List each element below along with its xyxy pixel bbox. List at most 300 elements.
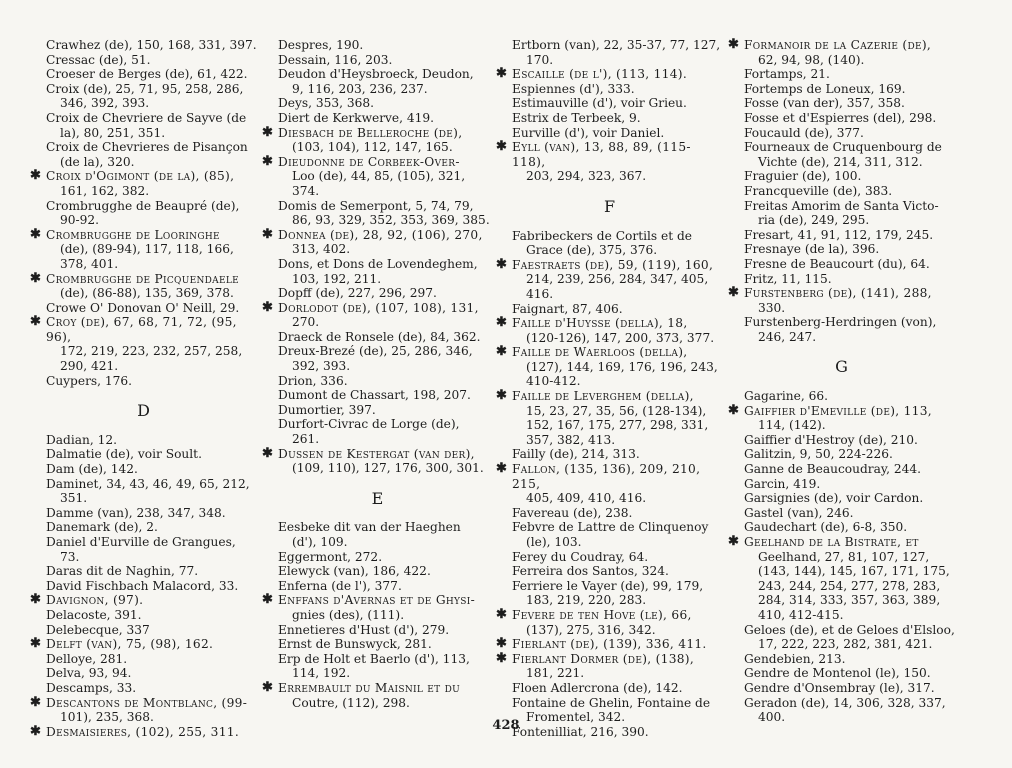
asterisk-icon: ✱ — [728, 37, 739, 52]
entry-name: Fierlant (de), (139), 336, 411. — [512, 637, 707, 652]
entry-name: Geelhand de la Bistrate, et — [744, 535, 919, 549]
asterisk-icon: ✱ — [262, 124, 273, 140]
index-entry — [30, 315, 258, 373]
entry-name: Faille d'Huysse (della), 18, — [512, 316, 688, 331]
entry-name: Estimauville (d'), voir Grieu. — [512, 96, 687, 111]
entry-continuation: 86, 93, 329, 352, 353, 369, 385. — [292, 213, 490, 228]
entry-name: Gaudechart (de), 6-8, 350. — [744, 520, 908, 535]
index-entry — [728, 404, 956, 433]
asterisk-icon: ✱ — [30, 226, 41, 242]
index-entry — [728, 506, 956, 521]
index-entry — [262, 579, 494, 594]
entry-name: Geradon (de), 14, 306, 328, 337, — [744, 695, 946, 710]
entry-continuation: 73. — [60, 549, 80, 564]
index-entry — [728, 286, 956, 315]
asterisk-icon: ✱ — [496, 636, 507, 652]
index-entry — [496, 345, 724, 389]
index-entry — [728, 184, 956, 199]
index-entry — [262, 330, 494, 345]
index-entry — [262, 403, 494, 418]
entry-continuation: 246, 247. — [758, 329, 817, 344]
index-entry — [262, 199, 494, 228]
entry-name: Diesbach de Belleroche (de), — [278, 125, 463, 140]
entry-name: Espiennes (d'), 333. — [512, 81, 635, 96]
entry-name: Ferriere le Vayer (de), 99, 179, — [512, 578, 704, 593]
entry-continuation: 261. — [292, 432, 320, 447]
index-entry — [728, 199, 956, 228]
entry-name: Galitzin, 9, 50, 224-226. — [744, 447, 893, 462]
index-column-2 — [262, 38, 494, 710]
index-entry — [30, 301, 258, 316]
entry-continuation: 101), 235, 368. — [60, 710, 154, 725]
entry-name: Cressac (de), 51. — [46, 52, 151, 67]
entry-name: Dopff (de), 227, 296, 297. — [278, 286, 437, 301]
entry-continuation: 9, 116, 203, 236, 237. — [292, 81, 428, 96]
index-entry — [262, 286, 494, 301]
entry-name: Ernst de Bunswyck, 281. — [278, 637, 432, 652]
asterisk-icon: ✱ — [496, 66, 507, 82]
entry-name: Fierlant Dormer (de), (138), — [512, 651, 695, 666]
entry-name: Dumortier, 397. — [278, 402, 376, 417]
asterisk-icon: ✱ — [496, 344, 507, 360]
entry-continuation: (de la), 320. — [60, 154, 135, 169]
index-entry — [30, 579, 258, 594]
asterisk-icon: ✱ — [496, 256, 507, 272]
index-entry — [728, 462, 956, 477]
entry-name: Croix de Chevriere de Sayve (de — [46, 110, 247, 125]
index-column-4 — [728, 38, 956, 725]
entry-name: Furstenberg-Herdringen (von), — [744, 315, 937, 330]
entry-name: Delft (van), 75, (98), 162. — [46, 637, 214, 652]
entry-name: Donnea (de), 28, 92, (106), 270, — [278, 227, 483, 242]
index-entry — [30, 433, 258, 448]
index-entry — [496, 447, 724, 462]
entry-name: Favereau (de), 238. — [512, 505, 633, 520]
entry-continuation: 351. — [60, 491, 88, 506]
index-entry — [728, 535, 956, 623]
index-entry — [496, 579, 724, 608]
index-entry — [496, 67, 724, 82]
index-entry — [262, 623, 494, 638]
index-entry — [30, 169, 258, 198]
entry-name: Faestraets (de), 59, (119), 160, — [512, 257, 714, 272]
entry-continuation: (de), (89-94), 117, 118, 166, 378, 401. — [60, 242, 234, 271]
index-entry — [30, 637, 258, 652]
entry-name: Fraguier (de), 100. — [744, 169, 862, 184]
entry-name: Daniel d'Eurville de Grangues, — [46, 535, 236, 549]
index-entry — [262, 228, 494, 257]
index-entry — [262, 374, 494, 389]
entry-name: Furstenberg (de), (141), 288, — [744, 286, 932, 301]
entry-name: Geloes (de), et de Geloes d'Elsloo, — [744, 622, 955, 637]
entry-name: Fontaine de Ghelin, Fontaine de — [512, 695, 711, 710]
entry-continuation: (137), 275, 316, 342. — [526, 622, 656, 637]
entry-name: Ferreira dos Santos, 324. — [512, 564, 669, 579]
index-entry — [262, 593, 494, 622]
index-entry — [496, 637, 724, 652]
asterisk-icon: ✱ — [496, 388, 507, 404]
entry-continuation: 330. — [758, 300, 786, 315]
index-entry — [728, 315, 956, 344]
entry-continuation: (d'), 109. — [292, 535, 348, 549]
index-entry — [728, 491, 956, 506]
index-entry — [496, 389, 724, 447]
entry-continuation: 400. — [758, 710, 786, 725]
index-entry — [496, 82, 724, 97]
entry-name: Errembault du Maisnil et du — [278, 680, 461, 695]
entry-name: Elewyck (van), 186, 422. — [278, 564, 431, 579]
index-entry — [30, 53, 258, 68]
entry-continuation: 214, 239, 256, 284, 347, 405, 416. — [526, 272, 709, 301]
entry-continuation: 392, 393. — [292, 359, 351, 374]
entry-continuation: Vichte (de), 214, 311, 312. — [758, 154, 923, 169]
asterisk-icon: ✱ — [30, 314, 41, 330]
index-entry — [728, 111, 956, 126]
entry-name: Garcin, 419. — [744, 476, 821, 491]
entry-name: Crombrugghe de Looringhe — [46, 227, 220, 242]
index-entry — [496, 38, 724, 67]
entry-name: Dorlodot (de), (107, 108), 131, — [278, 300, 479, 315]
index-entry — [30, 666, 258, 681]
asterisk-icon: ✱ — [30, 592, 41, 608]
entry-continuation: 170. — [526, 52, 554, 67]
entry-continuation: (127), 144, 169, 176, 196, 243, 410-412. — [526, 359, 718, 389]
asterisk-icon: ✱ — [496, 461, 507, 477]
index-entry — [496, 550, 724, 565]
entry-name: Fresart, 41, 91, 112, 179, 245. — [744, 227, 934, 242]
index-entry — [30, 520, 258, 535]
index-entry — [728, 228, 956, 243]
entry-name: Fallon, (135, 136), 209, 210, 215, — [512, 462, 701, 491]
entry-continuation: la), 80, 251, 351. — [60, 125, 166, 140]
entry-name: Enferna (de l'), 377. — [278, 578, 402, 593]
index-entry — [728, 666, 956, 681]
index-entry — [262, 301, 494, 330]
entry-continuation: 161, 162, 382. — [60, 183, 150, 198]
index-entry — [496, 302, 724, 317]
entry-name: Descamps, 33. — [46, 680, 137, 695]
entry-name: Diert de Kerkwerve, 419. — [278, 110, 435, 125]
index-entry — [30, 38, 258, 53]
index-entry — [262, 155, 494, 199]
index-entry — [496, 316, 724, 345]
entry-name: Gendebien, 213. — [744, 651, 846, 666]
index-entry — [728, 140, 956, 169]
index-entry — [496, 140, 724, 184]
entry-name: Fortamps, 21. — [744, 67, 830, 82]
entry-name: Faille de Waerloos (della), — [512, 345, 688, 360]
entry-name: Delebecque, 337 — [46, 622, 150, 637]
entry-name: Francqueville (de), 383. — [744, 183, 893, 198]
entry-name: Deudon d'Heysbroeck, Deudon, — [278, 67, 474, 82]
entry-name: Croy (de), 67, 68, 71, 72, (95, 96), — [46, 315, 237, 344]
entry-name: Danemark (de), 2. — [46, 520, 158, 535]
index-entry — [30, 506, 258, 521]
asterisk-icon: ✱ — [496, 650, 507, 666]
asterisk-icon: ✱ — [728, 402, 739, 418]
index-entry — [262, 417, 494, 446]
entry-name: Estrix de Terbeek, 9. — [512, 110, 641, 125]
entry-continuation: (103, 104), 112, 147, 165. — [292, 140, 453, 155]
entry-continuation: 313, 402. — [292, 242, 351, 257]
entry-continuation: Geelhand, 27, 81, 107, 127, (143, 144), 145, 167, 171, 175, 243, 244, 254, 277, 278, 283, 284, 314, 333, 357, 363, 389, 410, 412-415. — [758, 549, 950, 622]
page-number: 428 — [492, 718, 520, 733]
entry-continuation: 270. — [292, 315, 320, 330]
index-entry — [496, 462, 724, 506]
entry-name: Delloye, 281. — [46, 651, 128, 666]
entry-name: Fosse (van der), 357, 358. — [744, 96, 905, 111]
section-letter: G — [835, 357, 849, 377]
index-entry — [728, 520, 956, 535]
index-entry — [262, 637, 494, 652]
index-entry — [496, 564, 724, 579]
entry-name: Gagarine, 66. — [744, 389, 828, 404]
index-entry — [728, 681, 956, 696]
entry-name: Formanoir de la Cazerie (de), — [744, 38, 932, 52]
entry-name: Desmaisieres, (102), 255, 311. — [46, 724, 239, 739]
entry-name: Fritz, 11, 115. — [744, 271, 832, 286]
index-entry — [30, 564, 258, 579]
entry-name: Fabribeckers de Cortils et de — [512, 228, 693, 243]
entry-continuation: (109, 110), 127, 176, 300, 301. — [292, 461, 484, 476]
index-entry — [262, 564, 494, 579]
entry-continuation: 183, 219, 220, 283. — [526, 593, 647, 608]
entry-continuation: (120-126), 147, 200, 373, 377. — [526, 330, 715, 345]
index-entry — [262, 652, 494, 681]
index-entry — [728, 126, 956, 141]
entry-name: Eurville (d'), voir Daniel. — [512, 125, 665, 140]
index-entry — [496, 229, 724, 258]
section-letter: D — [137, 401, 151, 421]
entry-continuation: Coutre, (112), 298. — [292, 695, 410, 710]
entry-name: Foucauld (de), 377. — [744, 125, 864, 140]
entry-continuation: (le), 103. — [526, 535, 582, 549]
index-entry — [262, 447, 494, 476]
asterisk-icon: ✱ — [30, 723, 41, 739]
entry-continuation: Grace (de), 375, 376. — [526, 243, 658, 258]
entry-continuation: gnies (des), (111). — [292, 607, 405, 622]
entry-name: Failly (de), 214, 313. — [512, 447, 640, 462]
asterisk-icon: ✱ — [262, 153, 273, 169]
index-entry — [30, 82, 258, 111]
entry-name: Davignon, (97). — [46, 593, 144, 608]
index-entry — [30, 462, 258, 477]
index-entry — [728, 652, 956, 667]
entry-continuation: ria (de), 249, 295. — [758, 213, 870, 228]
entry-continuation: 15, 23, 27, 35, 56, (128-134), 152, 167, 175, 277, 298, 331, 357, 382, 413. — [526, 403, 709, 447]
entry-name: Floen Adlercrona (de), 142. — [512, 680, 683, 695]
entry-name: Ganne de Beaucoudray, 244. — [744, 462, 922, 477]
entry-name: Crombrugghe de Picquendaele — [46, 271, 239, 286]
entry-name: Gendre de Montenol (le), 150. — [744, 666, 931, 681]
entry-name: Faille de Leverghem (della), — [512, 389, 694, 404]
entry-name: Fontenilliat, 216, 390. — [512, 724, 649, 739]
entry-name: Dessain, 116, 203. — [278, 52, 393, 67]
asterisk-icon: ✱ — [496, 606, 507, 622]
section-letter: E — [371, 488, 385, 508]
index-entry — [728, 242, 956, 257]
index-entry — [30, 272, 258, 301]
asterisk-icon: ✱ — [30, 636, 41, 652]
index-entry — [262, 257, 494, 286]
entry-name: Domis de Semerpont, 5, 74, 79, — [278, 198, 474, 213]
entry-continuation: 203, 294, 323, 367. — [526, 169, 647, 184]
entry-name: Dussen de Kestergat (van der), — [278, 446, 475, 461]
index-entry — [728, 272, 956, 287]
entry-name: Gendre d'Onsembray (le), 317. — [744, 680, 935, 695]
entry-name: Ennetieres d'Hust (d'), 279. — [278, 622, 450, 637]
index-entry — [728, 82, 956, 97]
index-entry — [262, 681, 494, 710]
index-entry — [30, 67, 258, 82]
index-entry — [262, 344, 494, 373]
entry-name: Durfort-Civrac de Lorge (de), — [278, 417, 460, 432]
entry-name: Descantons de Montblanc, (99- — [46, 695, 248, 710]
entry-name: Fourneaux de Cruquenbourg de — [744, 140, 942, 155]
entry-continuation: 172, 219, 223, 232, 257, 258, 290, 421. — [60, 344, 243, 374]
entry-name: Daras dit de Naghin, 77. — [46, 564, 199, 579]
section-letter: F — [603, 196, 617, 216]
index-entry — [30, 140, 258, 169]
index-entry — [262, 53, 494, 68]
entry-continuation: 103, 192, 211. — [292, 271, 382, 286]
entry-name: Draeck de Ronsele (de), 84, 362. — [278, 329, 481, 344]
index-entry — [30, 681, 258, 696]
index-entry — [728, 67, 956, 82]
entry-continuation: 346, 392, 393. — [60, 96, 150, 111]
entry-name: Faignart, 87, 406. — [512, 301, 623, 316]
entry-name: Gastel (van), 246. — [744, 505, 854, 520]
index-entry — [262, 38, 494, 53]
index-entry — [728, 169, 956, 184]
index-entry — [728, 433, 956, 448]
entry-name: Dumont de Chassart, 198, 207. — [278, 388, 471, 403]
index-entry — [262, 520, 494, 549]
entry-name: Fresne de Beaucourt (du), 64. — [744, 256, 930, 271]
index-entry — [496, 126, 724, 141]
index-entry — [30, 374, 258, 389]
index-entry — [728, 389, 956, 404]
index-entry — [496, 506, 724, 521]
index-entry — [728, 257, 956, 272]
entry-name: Ferey du Coudray, 64. — [512, 549, 649, 564]
index-entry — [496, 520, 724, 549]
asterisk-icon: ✱ — [262, 592, 273, 608]
entry-name: Despres, 190. — [278, 38, 364, 52]
index-entry — [262, 96, 494, 111]
entry-name: Fevere de ten Hove (le), 66, — [512, 607, 692, 622]
entry-name: Ertborn (van), 22, 35-37, 77, 127, — [512, 38, 721, 52]
asterisk-icon: ✱ — [496, 315, 507, 331]
entry-continuation: Fromentel, 342. — [526, 710, 626, 725]
entry-name: Croix de Chevrieres de Pisançon — [46, 140, 248, 155]
entry-name: Crowe O' Donovan O' Neill, 29. — [46, 300, 240, 315]
asterisk-icon: ✱ — [728, 285, 739, 301]
entry-continuation: 181, 221. — [526, 666, 585, 681]
entry-name: Croix d'Ogimont (de la), (85), — [46, 169, 235, 184]
index-entry — [30, 535, 258, 564]
entry-name: Fortemps de Loneux, 169. — [744, 81, 906, 96]
entry-name: Eyll (van), 13, 88, 89, (115-118), — [512, 140, 691, 169]
entry-name: Gaiffier d'Emeville (de), 113, — [744, 403, 932, 418]
entry-name: Dons, et Dons de Lovendeghem, — [278, 256, 478, 271]
entry-name: Delacoste, 391. — [46, 607, 142, 622]
index-entry — [30, 652, 258, 667]
index-entry — [262, 111, 494, 126]
asterisk-icon: ✱ — [262, 679, 273, 695]
index-entry — [262, 550, 494, 565]
index-entry — [496, 652, 724, 681]
index-entry — [728, 477, 956, 492]
entry-name: Fosse et d'Espierres (del), 298. — [744, 110, 937, 125]
asterisk-icon: ✱ — [496, 139, 507, 155]
index-entry — [496, 681, 724, 696]
entry-name: Fresnaye (de la), 396. — [744, 242, 880, 257]
entry-name: Garsignies (de), voir Cardon. — [744, 491, 924, 506]
entry-name: Gaiffier d'Hestroy (de), 210. — [744, 432, 918, 447]
entry-name: Freitas Amorim de Santa Victo- — [744, 198, 939, 213]
entry-name: Dam (de), 142. — [46, 462, 138, 477]
index-entry — [728, 38, 956, 67]
entry-name: Dreux-Brezé (de), 25, 286, 346, — [278, 344, 473, 359]
entry-continuation: (de), (86-88), 135, 369, 378. — [60, 286, 234, 301]
entry-name: Crawhez (de), 150, 168, 331, 397. — [46, 38, 257, 52]
index-entry — [30, 228, 258, 272]
entry-name: Dieudonne de Corbeek-Over- — [278, 154, 460, 169]
index-entry — [30, 608, 258, 623]
entry-name: Eggermont, 272. — [278, 549, 383, 564]
index-entry — [496, 96, 724, 111]
entry-name: Daminet, 34, 43, 46, 49, 65, 212, — [46, 476, 250, 491]
index-entry — [496, 608, 724, 637]
index-entry — [30, 593, 258, 608]
index-entry — [30, 447, 258, 462]
entry-name: Drion, 336. — [278, 373, 348, 388]
entry-name: Eesbeke dit van der Haeghen — [278, 520, 461, 535]
index-entry — [30, 199, 258, 228]
entry-name: Crombrugghe de Beaupré (de), — [46, 198, 240, 213]
entry-name: Damme (van), 238, 347, 348. — [46, 505, 226, 520]
entry-name: Deys, 353, 368. — [278, 96, 375, 111]
asterisk-icon: ✱ — [30, 270, 41, 286]
index-entry — [30, 623, 258, 638]
entry-continuation: 405, 409, 410, 416. — [526, 491, 647, 506]
index-entry — [262, 67, 494, 96]
entry-name: Croeser de Berges (de), 61, 422. — [46, 67, 248, 82]
entry-name: Febvre de Lattre de Clinquenoy — [512, 520, 709, 535]
entry-name: Enffans d'Avernas et de Ghysi- — [278, 593, 475, 608]
asterisk-icon: ✱ — [262, 299, 273, 315]
index-entry — [262, 126, 494, 155]
entry-name: Delva, 93, 94. — [46, 666, 132, 681]
index-entry — [728, 96, 956, 111]
entry-name: David Fischbach Malacord, 33. — [46, 578, 239, 593]
entry-name: Croix (de), 25, 71, 95, 258, 286, — [46, 81, 244, 96]
asterisk-icon: ✱ — [262, 445, 273, 461]
entry-name: Dadian, 12. — [46, 432, 117, 447]
index-entry — [496, 111, 724, 126]
entry-continuation: 62, 94, 98, (140). — [758, 52, 865, 67]
index-entry — [30, 111, 258, 140]
index-entry — [728, 623, 956, 652]
index-column-1 — [30, 38, 258, 739]
entry-name: Dalmatie (de), voir Soult. — [46, 447, 202, 462]
index-entry — [496, 258, 724, 302]
index-entry — [262, 388, 494, 403]
entry-name: Escaille (de l'), (113, 114). — [512, 67, 688, 82]
index-entry — [728, 447, 956, 462]
index-entry — [30, 477, 258, 506]
